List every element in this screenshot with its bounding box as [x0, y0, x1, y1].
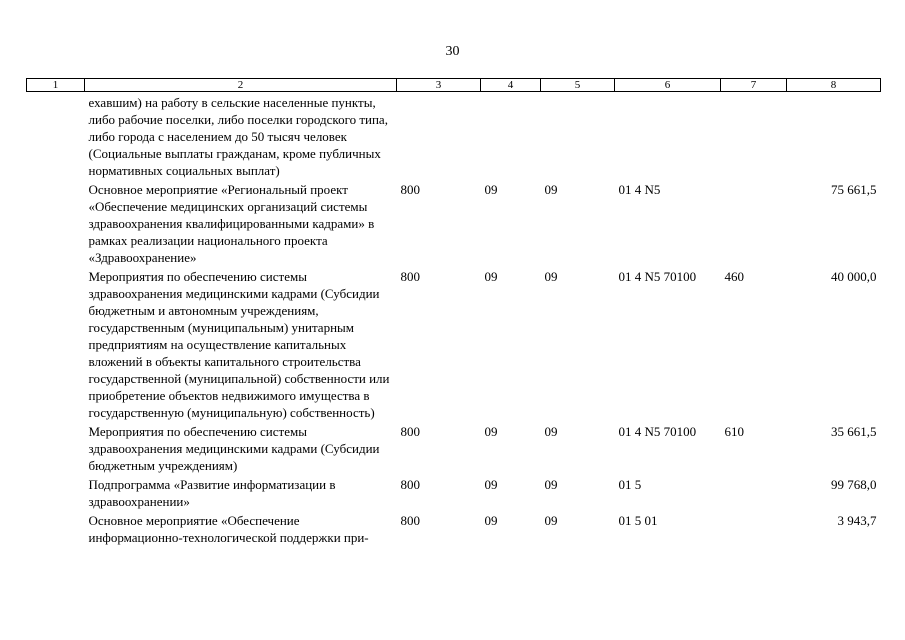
cell-amount: 40 000,0 [831, 269, 877, 284]
cell-col5: 09 [544, 477, 558, 492]
table-row [27, 474, 881, 510]
cell-description: Мероприятия по обеспечению системы здравоохранения медицинскими кадрами (Субсидии бюджетным и автономным учреждениям, государственным (муниципальным) унитарным предприятиям на осуществление капитальных вложений в объекты капитального строительства государственной (муниципальной) собственности или приобретение объектов недвижимого имущества в государственную (муниципальную) собственность) [88, 269, 390, 420]
cell-col4: 09 [484, 424, 498, 439]
cell-col4: 09 [484, 477, 498, 492]
cell-col3: 800 [400, 513, 420, 528]
page-number: 30 [445, 44, 460, 59]
cell-col7 [721, 179, 787, 266]
header-col-7: 7 [721, 79, 787, 92]
cell-amount: 99 768,0 [831, 477, 877, 492]
cell-col7: 460 [724, 269, 744, 284]
header-col-4: 4 [481, 79, 541, 92]
cell-col1 [27, 421, 85, 474]
table-row [27, 510, 881, 546]
header-col-2: 2 [85, 79, 397, 92]
cell-col3: 800 [400, 182, 420, 197]
cell-col5: 09 [544, 513, 558, 528]
budget-table [26, 78, 881, 546]
table-row [27, 421, 881, 474]
cell-col7 [721, 474, 787, 510]
cell-description: Основное мероприятие «Региональный проект «Обеспечение медицинских организаций системы здравоохранения квалифицированными кадрами» в рамках реализации национального проекта «Здравоохранение» [88, 182, 375, 265]
cell-col5: 09 [544, 182, 558, 197]
cell-amount: 35 661,5 [831, 424, 877, 439]
cell-col6: 01 5 01 [618, 513, 658, 528]
cell-col1 [27, 179, 85, 266]
cell-description: Мероприятия по обеспечению системы здравоохранения медицинскими кадрами (Субсидии бюджетным учреждениям) [88, 424, 380, 473]
cell-col7 [721, 92, 787, 180]
cell-col4: 09 [484, 182, 498, 197]
cell-col1 [27, 474, 85, 510]
cell-amount [787, 92, 881, 180]
cell-description: ехавшим) на работу в сельские населенные пункты, либо рабочие поселки, либо поселки городского типа, либо города с населением до 50 тысяч человек (Социальные выплаты гражданам, кроме публичных нормативных социальных выплат) [88, 95, 388, 178]
cell-col4 [481, 92, 541, 180]
header-col-5: 5 [541, 79, 615, 92]
cell-col5: 09 [544, 424, 558, 439]
header-row [27, 79, 881, 92]
cell-col6: 01 4 N5 70100 [618, 269, 697, 284]
cell-col7 [721, 510, 787, 546]
cell-col4: 09 [484, 513, 498, 528]
table-row [27, 92, 881, 180]
cell-description: Основное мероприятие «Обеспечение информационно-технологической поддержки при- [88, 513, 369, 545]
cell-col3: 800 [400, 269, 420, 284]
cell-col7: 610 [724, 424, 744, 439]
header-col-6: 6 [615, 79, 721, 92]
cell-col3 [397, 92, 481, 180]
header-col-3: 3 [397, 79, 481, 92]
cell-col5: 09 [544, 269, 558, 284]
cell-amount: 3 943,7 [837, 513, 877, 528]
cell-col4: 09 [484, 269, 498, 284]
cell-col6: 01 4 N5 [618, 182, 661, 197]
table-row [27, 179, 881, 266]
cell-col6 [615, 92, 721, 180]
cell-col6: 01 5 [618, 477, 642, 492]
cell-col1 [27, 510, 85, 546]
table-row [27, 266, 881, 421]
cell-amount: 75 661,5 [831, 182, 877, 197]
cell-description: Подпрограмма «Развитие информатизации в здравоохранении» [88, 477, 336, 509]
cell-col5 [541, 92, 615, 180]
header-col-8: 8 [787, 79, 881, 92]
header-col-1: 1 [27, 79, 85, 92]
cell-col3: 800 [400, 424, 420, 439]
cell-col6: 01 4 N5 70100 [618, 424, 697, 439]
cell-col1 [27, 92, 85, 180]
cell-col1 [27, 266, 85, 421]
cell-col3: 800 [400, 477, 420, 492]
